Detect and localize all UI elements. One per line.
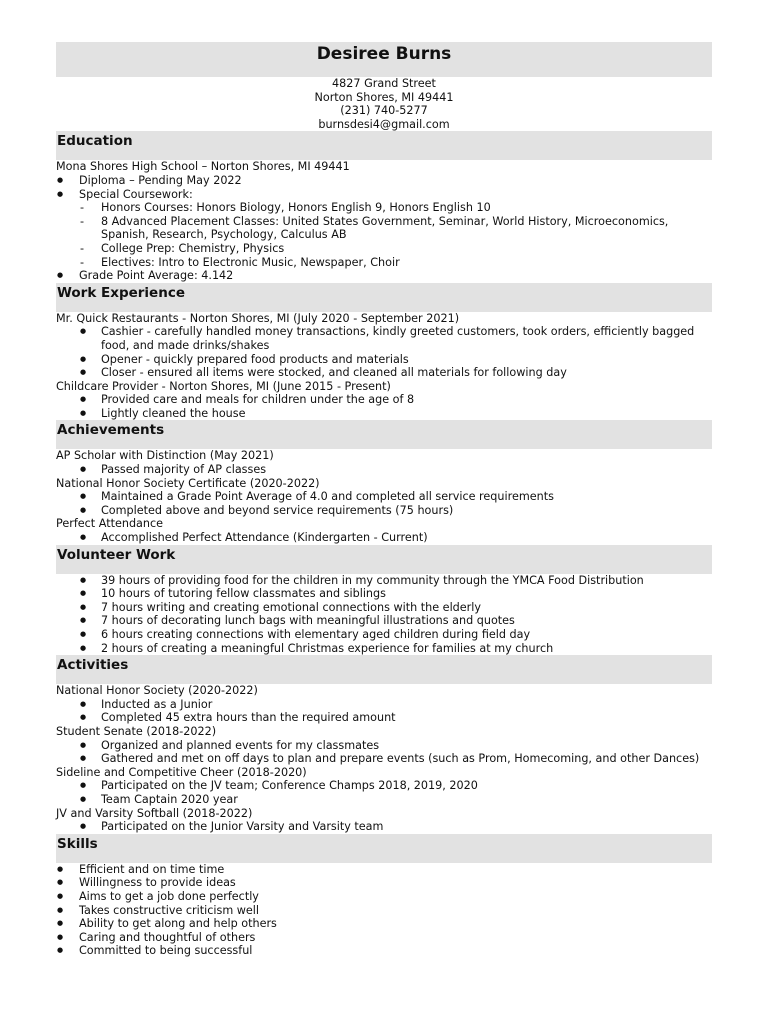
volunteer-item: ● 6 hours creating connections with elementary aged children during field day (56, 628, 712, 642)
activity-item: ● Team Captain 2020 year (56, 793, 712, 807)
skill-item: ● Takes constructive criticism well (56, 904, 712, 918)
volunteer-item: ● 2 hours of creating a meaningful Christmas experience for families at my church (56, 642, 712, 656)
volunteer-item: ● 7 hours writing and creating emotional connections with the elderly (56, 601, 712, 615)
activity-item: ● Completed 45 extra hours than the required amount (56, 711, 712, 725)
activity-title: Student Senate (2018-2022) (56, 724, 217, 738)
achievement-title: AP Scholar with Distinction (May 2021) (56, 449, 274, 463)
achievement-title: National Honor Society Certificate (2020-2022) (56, 476, 320, 490)
contact-email: burnsdesi4@gmail.com (318, 117, 450, 131)
activity-item: ● Inducted as a Junior (56, 698, 712, 712)
achievement-item: ● Completed above and beyond service requirements (75 hours) (56, 504, 712, 518)
section-work-heading: Work Experience (56, 283, 712, 312)
job-duty: ● Lightly cleaned the house (56, 407, 712, 421)
resume-page (56, 42, 712, 958)
contact-phone: (231) 740-5277 (340, 104, 428, 118)
section-education-heading: Education (56, 131, 712, 160)
skill-item: ● Aims to get a job done perfectly (56, 890, 712, 904)
job-duty: ● Cashier - carefully handled money transactions, kindly greeted customers, took orders, efficiently bagged food, and made drinks/shakes (56, 325, 712, 352)
activity-item: ● Participated on the Junior Varsity and Varsity team (56, 820, 712, 834)
volunteer-item: ● 10 hours of tutoring fellow classmates and siblings (56, 587, 712, 601)
achievement-item: ● Passed majority of AP classes (56, 463, 712, 477)
skill-item: ● Caring and thoughtful of others (56, 931, 712, 945)
section-skills-heading: Skills (56, 834, 712, 863)
volunteer-item: ● 39 hours of providing food for the children in my community through the YMCA Food Distribution (56, 574, 712, 588)
education-diploma: ● Diploma – Pending May 2022 (56, 174, 712, 188)
skill-item: ● Ability to get along and help others (56, 917, 712, 931)
volunteer-item: ● 7 hours of decorating lunch bags with meaningful illustrations and quotes (56, 614, 712, 628)
resume-name: Desiree Burns (56, 42, 712, 77)
education-coursework-label: ● Special Coursework: (56, 188, 712, 202)
achievement-title: Perfect Attendance (56, 517, 164, 531)
contact-address: 4827 Grand Street (332, 77, 436, 90)
job-duty: ● Provided care and meals for children under the age of 8 (56, 393, 712, 407)
activity-item: ● Organized and planned events for my classmates (56, 739, 712, 753)
contact-city: Norton Shores, MI 49441 (314, 90, 454, 104)
job-duty: ● Opener - quickly prepared food products and materials (56, 353, 712, 367)
achievement-item: ● Accomplished Perfect Attendance (Kindergarten - Current) (56, 531, 712, 545)
education-school: Mona Shores High School – Norton Shores, MI 49441 (56, 160, 350, 174)
section-activities-heading: Activities (56, 655, 712, 684)
coursework-item: - 8 Advanced Placement Classes: United States Government, Seminar, World History, Microeconomics, Spanish, Research, Psychology, Calculus AB (56, 215, 712, 242)
section-volunteer-heading: Volunteer Work (56, 545, 712, 574)
skill-item: ● Committed to being successful (56, 944, 712, 958)
coursework-item: - College Prep: Chemistry, Physics (56, 242, 712, 256)
job-title: Childcare Provider - Norton Shores, MI (June 2015 - Present) (56, 379, 391, 393)
section-achievements-heading: Achievements (56, 420, 712, 449)
contact-block (56, 77, 712, 131)
job-duty: ● Closer - ensured all items were stocked, and cleaned all materials for following day (56, 366, 712, 380)
achievement-item: ● Maintained a Grade Point Average of 4.0 and completed all service requirements (56, 490, 712, 504)
activity-title: Sideline and Competitive Cheer (2018-2020) (56, 765, 307, 779)
coursework-item: - Electives: Intro to Electronic Music, Newspaper, Choir (56, 256, 712, 270)
education-gpa: ● Grade Point Average: 4.142 (56, 269, 712, 283)
activity-item: ● Participated on the JV team; Conference Champs 2018, 2019, 2020 (56, 779, 712, 793)
activity-item: ● Gathered and met on off days to plan and prepare events (such as Prom, Homecoming, and other Dances) (56, 752, 712, 766)
skill-item: ● Efficient and on time time (56, 863, 712, 877)
job-title: Mr. Quick Restaurants - Norton Shores, MI (July 2020 - September 2021) (56, 311, 460, 325)
activity-title: JV and Varsity Softball (2018-2022) (56, 806, 253, 820)
coursework-item: - Honors Courses: Honors Biology, Honors English 9, Honors English 10 (56, 201, 712, 215)
skill-item: ● Willingness to provide ideas (56, 876, 712, 890)
activity-title: National Honor Society (2020-2022) (56, 684, 258, 698)
